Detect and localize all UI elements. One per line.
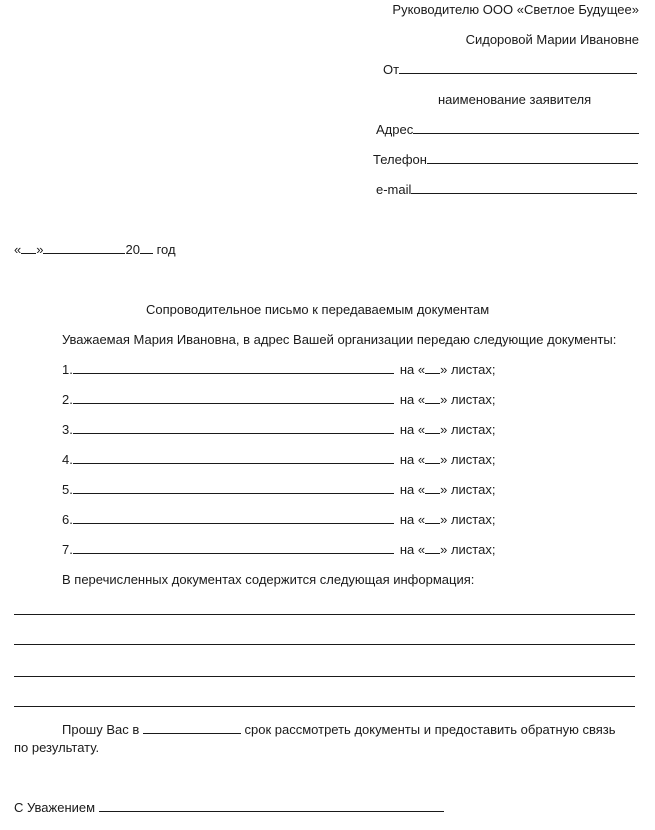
document-sheets-prefix: на « (399, 512, 426, 527)
document-name-line (73, 392, 394, 404)
info-line-1 (14, 614, 635, 615)
request-term-line (143, 722, 241, 734)
document-sheets-suffix: » листах; (440, 512, 496, 527)
date-month-line (43, 242, 125, 254)
document-sheets-line (425, 422, 440, 434)
email-row (376, 182, 637, 198)
document-item (62, 422, 495, 438)
request-line-2: по результату. (14, 740, 100, 755)
document-number: 7. (62, 542, 73, 557)
document-name-line (73, 362, 394, 374)
document-sheets-line (425, 392, 440, 404)
date-open-quote: « (14, 242, 22, 257)
document-sheets-suffix: » листах; (440, 452, 496, 467)
document-sheets-prefix: на « (399, 362, 426, 377)
document-sheets-prefix: на « (399, 482, 426, 497)
document-sheets-prefix: на « (399, 452, 426, 467)
request-line-1 (62, 722, 616, 738)
closing-row (14, 800, 444, 816)
email-field-line (411, 182, 637, 194)
phone-label: Телефон (373, 152, 427, 167)
signature-line (99, 800, 444, 812)
document-name-line (73, 452, 394, 464)
document-number: 4. (62, 452, 73, 467)
applicant-caption: наименование заявителя (438, 92, 592, 107)
phone-field-line (427, 152, 638, 164)
info-line-2 (14, 644, 635, 645)
from-label: От (383, 62, 400, 77)
document-number: 1. (62, 362, 73, 377)
document-sheets-suffix: » листах; (440, 362, 496, 377)
date-close-quote: » (36, 242, 44, 257)
date-year-prefix: 20 (125, 242, 140, 257)
document-sheets-suffix: » листах; (440, 482, 496, 497)
date-line (14, 242, 176, 258)
info-line-3 (14, 676, 635, 677)
phone-row (373, 152, 638, 168)
document-number: 6. (62, 512, 73, 527)
request-part-1: Прошу Вас в (62, 722, 140, 737)
document-number: 3. (62, 422, 73, 437)
document-item (62, 392, 495, 408)
from-field-line (399, 62, 637, 74)
document-sheets-prefix: на « (399, 392, 426, 407)
document-name-line (73, 512, 394, 524)
document-number: 5. (62, 482, 73, 497)
document-sheets-line (425, 482, 440, 494)
letter-title: Сопроводительное письмо к передаваемым документам (146, 302, 490, 317)
date-year-suffix: год (156, 242, 176, 257)
document-sheets-suffix: » листах; (440, 392, 496, 407)
document-sheets-line (425, 452, 440, 464)
recipient-line-1: Руководителю ООО «Светлое Будущее» (392, 2, 639, 17)
document-item (62, 452, 495, 468)
document-sheets-suffix: » листах; (440, 422, 496, 437)
info-intro: В перечисленных документах содержится следующая информация: (62, 572, 475, 587)
closing-label: С Уважением (14, 800, 96, 815)
request-part-2: срок рассмотреть документы и предоставить обратную связь (244, 722, 616, 737)
address-field-line (413, 122, 639, 134)
date-year-line (140, 242, 153, 254)
address-label: Адрес (376, 122, 414, 137)
document-name-line (73, 422, 394, 434)
from-row (383, 62, 637, 78)
document-item (62, 362, 495, 378)
date-day-line (21, 242, 36, 254)
greeting: Уважаемая Мария Ивановна, в адрес Вашей организации передаю следующие документы: (62, 332, 617, 347)
email-label: e-mail (376, 182, 412, 197)
document-number: 2. (62, 392, 73, 407)
document-sheets-suffix: » листах; (440, 542, 496, 557)
address-row (376, 122, 639, 138)
document-sheets-prefix: на « (399, 422, 426, 437)
document-name-line (73, 542, 394, 554)
document-sheets-line (425, 362, 440, 374)
document-sheets-line (425, 512, 440, 524)
document-item (62, 512, 495, 528)
document-item (62, 482, 495, 498)
document-item (62, 542, 495, 558)
document-name-line (73, 482, 394, 494)
recipient-line-2: Сидоровой Марии Ивановне (465, 32, 639, 47)
document-sheets-prefix: на « (399, 542, 426, 557)
info-line-4 (14, 706, 635, 707)
document-sheets-line (425, 542, 440, 554)
